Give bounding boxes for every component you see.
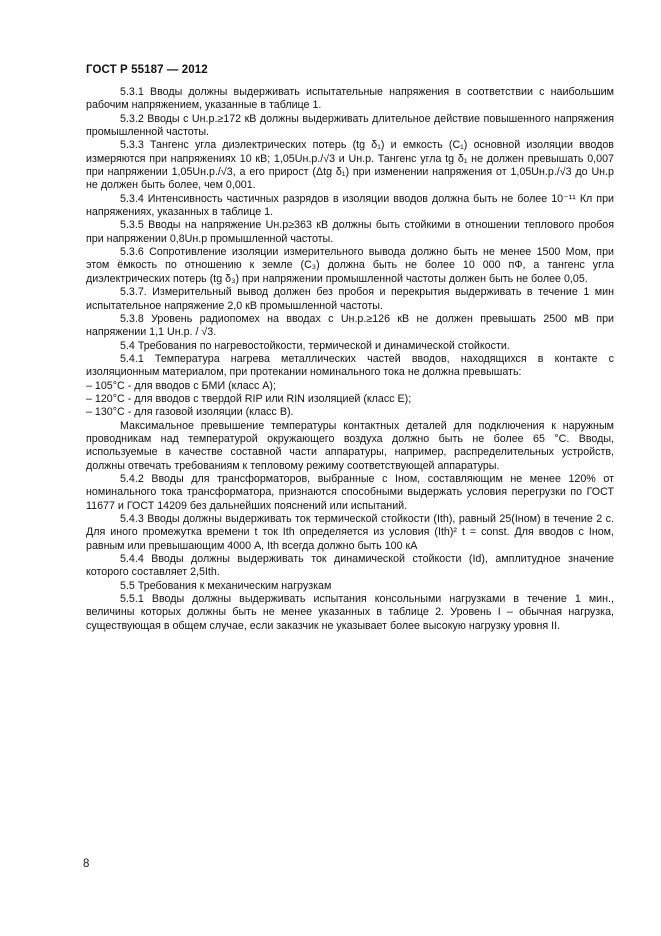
- paragraph-5-3-7: 5.3.7. Измерительный вывод должен без пробоя и перекрытия выдерживать в течение 1 мин испытательное напряжение 2,0 кВ промышленной частоты.: [86, 286, 614, 312]
- list-item-class-e: – 120°C - для вводов с твердой RIP или RIN изоляцией (класс Е);: [86, 392, 412, 405]
- list-item-class-b: – 130°C - для газовой изоляции (класс В).: [86, 406, 294, 419]
- paragraph-5-4-3: 5.4.3 Вводы должны выдерживать ток термической стойкости (Ith), равный 25(Iном) в течение 2 с. Для иного промежутка времени t ток Ith определяется из условия (Ith)² t = const. Для вводов с Iном, равным или превышающим 4000 А, Ith всегда должно быть 100 кА: [86, 513, 614, 552]
- page-number: 8: [83, 858, 90, 870]
- paragraph-5-3-1: 5.3.1 Вводы должны выдерживать испытательные напряжения в соответствии с наибольшим рабочим напряжением, указанные в таблице 1.: [86, 86, 614, 112]
- document-body: [86, 86, 614, 633]
- paragraph-5-4-2: 5.4.2 Вводы для трансформаторов, выбранные с Iном, составляющим не менее 120% от номинального тока трансформатора, признаются способными выдержать условия перегрузки по ГОСТ 11677 и ГОСТ 14209 без дальнейших пояснений или испытаний.: [86, 472, 614, 512]
- paragraph-5-3-3: 5.3.3 Тангенс угла диэлектрических потерь (tg δ₁) и емкость (C₁) основной изоляции вводов измеряются при напряжениях 10 кВ; 1,05Uн.р./√3 и Uн.р. Тангенс угла tg δ₁ не должен превышать 0,007 при напряжении 1,05Uн.р./√3, а его прирост (Δtg δ₁) при изменении напряжения от 1,05Uн.р./√3 до Uн.р не должен быть более, чем 0,001.: [86, 139, 614, 192]
- paragraph-5-4-4: 5.4.4 Вводы должны выдерживать ток динамической стойкости (Id), амплитудное значение которого составляет 2,5Ith.: [86, 553, 614, 579]
- paragraph-5-3-5: 5.3.5 Вводы на напряжение Uн.р≥363 кВ должны быть стойкими в отношении теплового пробоя при напряжении 0,8Uн.р промышленной частоты.: [86, 219, 614, 245]
- paragraph-5-3-8: 5.3.8 Уровень радиопомех на вводах с Uн.р.≥126 кВ не должен превышать 2500 мВ при напряжении 1,1 Uн.р. / √3.: [86, 312, 614, 339]
- heading-5-5: 5.5 Требования к механическим нагрузкам: [120, 579, 332, 592]
- document-header: ГОСТ Р 55187 — 2012: [86, 64, 208, 76]
- paragraph-5-4-1: 5.4.1 Температура нагрева металлических частей вводов, находящихся в контакте с изоляционным материалом, при протекании номинального тока не должна превышать:: [86, 352, 614, 379]
- paragraph-5-5-1: 5.5.1 Вводы должны выдерживать испытания консольными нагрузками в течение 1 мин., величины которых должны быть не менее указанных в таблице 2. Уровень I – обычная нагрузка, существующая в общем случае, если заказчик не указывает более высокую нагрузку уровня II.: [86, 593, 614, 632]
- paragraph-5-3-6: 5.3.6 Сопротивление изоляции измерительного вывода должно быть не менее 1500 Мом, при этом ёмкость по отношению к земле (C₃) должна быть не более 10 000 пФ, а тангенс угла диэлектрических потерь (tg δ₃) при напряжении промышленной частоты должен быть не более 0,05.: [86, 246, 614, 285]
- paragraph-temperature-rise: Максимальное превышение температуры контактных деталей для подключения к наружным проводникам над температурой окружающего воздуха должно быть не более 65 °С. Вводы, используемые в качестве составной части аппаратуры, например, распределительных устройств, должны отвечать требованиям к тепловому режиму соответствующей аппаратуры.: [86, 419, 614, 472]
- paragraph-5-3-2: 5.3.2 Вводы с Uн.р.≥172 кВ должны выдерживать длительное действие повышенного напряжения промышленной частоты.: [86, 112, 614, 139]
- paragraph-5-3-4: 5.3.4 Интенсивность частичных разрядов в изоляции вводов должна быть не более 10⁻¹¹ Кл при напряжениях, указанных в таблице 1.: [86, 192, 614, 219]
- list-item-class-a: – 105°C - для вводов с БМИ (класс А);: [86, 379, 276, 392]
- heading-5-4: 5.4 Требования по нагревостойкости, термической и динамической стойкости.: [120, 339, 510, 352]
